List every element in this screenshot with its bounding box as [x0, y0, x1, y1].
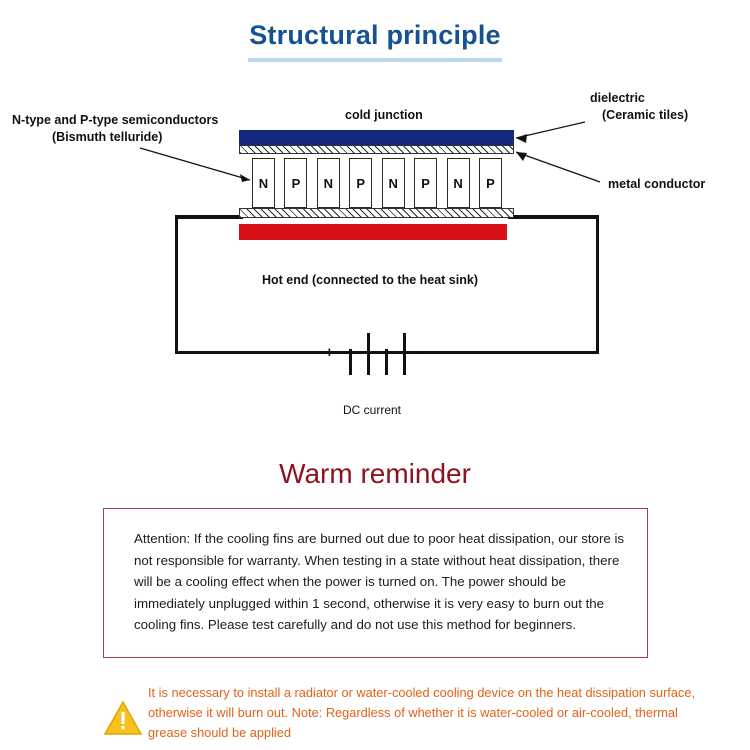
label-terminal-positive: +	[325, 344, 334, 361]
label-dc-current: DC current	[343, 403, 402, 417]
label-terminal-negative: -	[420, 344, 425, 361]
battery-symbol	[341, 331, 415, 375]
pellet: N	[252, 158, 275, 208]
page-title-block	[0, 20, 750, 62]
structural-principle-diagram	[0, 82, 750, 442]
label-dielectric-line1: dielectric	[590, 91, 645, 105]
pellet: P	[349, 158, 372, 208]
label-dielectric-line2: (Ceramic tiles)	[602, 107, 689, 122]
label-cold-junction: cold junction	[345, 108, 423, 122]
warning-triangle-icon	[103, 700, 143, 736]
pellet: N	[317, 158, 340, 208]
label-semiconductors	[12, 112, 218, 146]
label-metal-conductor: metal conductor	[608, 177, 706, 191]
warm-reminder-heading: Warm reminder	[279, 458, 471, 489]
battery-plate	[403, 333, 406, 375]
semiconductor-pellet-row	[252, 158, 502, 208]
pellet: N	[447, 158, 470, 208]
battery-plate	[385, 349, 388, 375]
top-metal-conductor-strip	[239, 145, 514, 154]
label-hot-end: Hot end (connected to the heat sink)	[262, 273, 478, 287]
page-title: Structural principle	[249, 20, 501, 50]
battery-plate	[349, 349, 352, 375]
pellet: P	[284, 158, 307, 208]
pellet: P	[414, 158, 437, 208]
warning-text: It is necessary to install a radiator or water-cooled cooling device on the heat dissipation surface, otherwise it will burn out. Note: Regardless of whether it is water-cooled or air-cooled, thermal grease should be applied	[148, 685, 696, 740]
bottom-metal-conductor-strip	[239, 208, 514, 218]
warm-reminder-text: Attention: If the cooling fins are burned out due to poor heat dissipation, our store is not responsible for warranty. When testing in a state without heat dissipation, there will be a cooling effect when the power is turned on. The power should be immediately unplugged within 1 second, otherwise it is very easy to burn out the cooling fins. Please test carefully and do not use this method for beginners.	[134, 531, 625, 633]
label-dielectric	[590, 90, 688, 124]
hot-end-plate	[239, 224, 507, 240]
title-underline	[248, 58, 502, 62]
cold-junction-ceramic-plate	[239, 130, 514, 145]
pellet: N	[382, 158, 405, 208]
battery-plate	[367, 333, 370, 375]
label-semiconductors-line2: (Bismuth telluride)	[52, 129, 163, 144]
pellet: P	[479, 158, 502, 208]
label-semiconductors-line1: N-type and P-type semiconductors	[12, 113, 219, 127]
